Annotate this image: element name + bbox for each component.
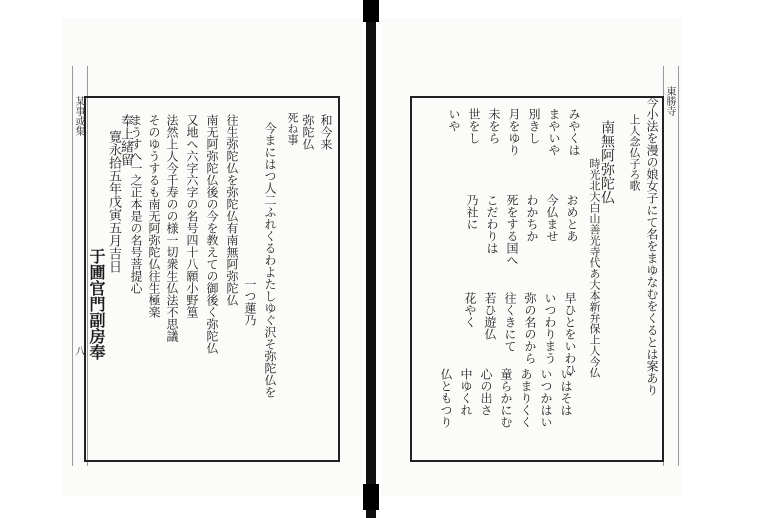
poem-col-6: 世をし (467, 108, 481, 144)
poem-col-15: いつわりまう (543, 292, 557, 364)
poem-col-4: 月をゆり (507, 108, 521, 156)
poem-col-17: 往くきにて (503, 292, 517, 352)
poem-col-8: おめとあ (565, 194, 579, 242)
poem-col-22: あまりくく (519, 368, 533, 428)
poem-col-3: 別きし (527, 108, 541, 144)
poem-col-7: いや (447, 108, 461, 132)
poem-col-24: 心の出さ (479, 368, 493, 416)
poem-col-18: 若ひ遊仏 (483, 292, 497, 340)
poem-col-12: こだわりは (485, 194, 499, 254)
right-attribution: 時光北大白山善光寺代あ大本新弁保上人今仏 (588, 158, 601, 378)
left-col-hasu: 一つ蓮乃 (243, 278, 257, 326)
poem-col-2: まやいや (547, 108, 561, 156)
poem-col-20: いはそは (559, 368, 573, 416)
top-binding-clip (363, 0, 379, 22)
left-col-4: 今まにはつ人二ふれくるわよたしゆぐ沢そ弥陀仏を (263, 122, 277, 398)
book-spine (366, 0, 376, 518)
dedication: 奉上緒留 (118, 114, 133, 166)
bottom-binding-clip (363, 484, 379, 510)
poem-col-13: 乃社に (465, 194, 479, 230)
date-line: 寛永拾五年戊寅五月吉日 (106, 130, 121, 273)
right-edge-title: 東勝寺 (664, 86, 675, 116)
poem-col-9: 今仏ませ (545, 194, 559, 242)
poem-col-10: わかちか (525, 194, 539, 242)
left-col-3: 死ね事 (286, 112, 299, 145)
poem-col-25: 中ゆくれ (459, 368, 473, 416)
left-col-5: 往生弥陀仏を弥陀仏有南無阿弥陀仏 (225, 114, 239, 306)
left-edge-title: 某事或集 (73, 96, 84, 136)
right-page-edge (663, 66, 679, 466)
left-col-7: 又地へ六字六字の名号四十八願小野篁 (185, 114, 199, 318)
poem-col-1: みやくは (567, 108, 581, 156)
left-col-8: 法然上人今千寿のの様一切衆生仏法不思議 (165, 114, 179, 342)
right-text-frame (410, 96, 664, 462)
poem-col-11: 死をする国へ (505, 194, 519, 266)
left-col-10: まうすへ一之正本是の名号菩提心 (129, 114, 143, 294)
poem-col-21: いつかはい (539, 368, 553, 428)
left-col-1: 和今来 (319, 114, 333, 150)
poem-col-26: 仏ともつり (439, 368, 453, 428)
right-author-line: 南無阿弥陀仏 (599, 120, 615, 204)
left-text-frame (84, 96, 340, 462)
poem-col-14: 早ひとをいわひ (563, 292, 577, 376)
poem-col-5: 未をら (487, 108, 501, 144)
poem-col-16: 弥の名のから (523, 292, 537, 364)
publisher: 于圃官門副房奉 (87, 248, 106, 360)
left-edge-page-number: 八 (73, 346, 84, 356)
poem-col-19: 花やく (463, 292, 477, 328)
right-subheading: 上人念仏子ろ歌 (628, 114, 641, 191)
left-col-6: 南无阿弥陀仏後の今を教えての御後く弥陀仏 (205, 114, 219, 354)
poem-col-23: 童らかにむ (499, 368, 513, 428)
left-col-9: そのゆうするも南无阿弥陀仏往生極楽 (147, 114, 161, 318)
left-col-2: 弥陀仏 (301, 114, 315, 150)
right-heading: 今小法を漫の娘女子にて名をまゆなむをくるとは案あり (645, 96, 659, 396)
